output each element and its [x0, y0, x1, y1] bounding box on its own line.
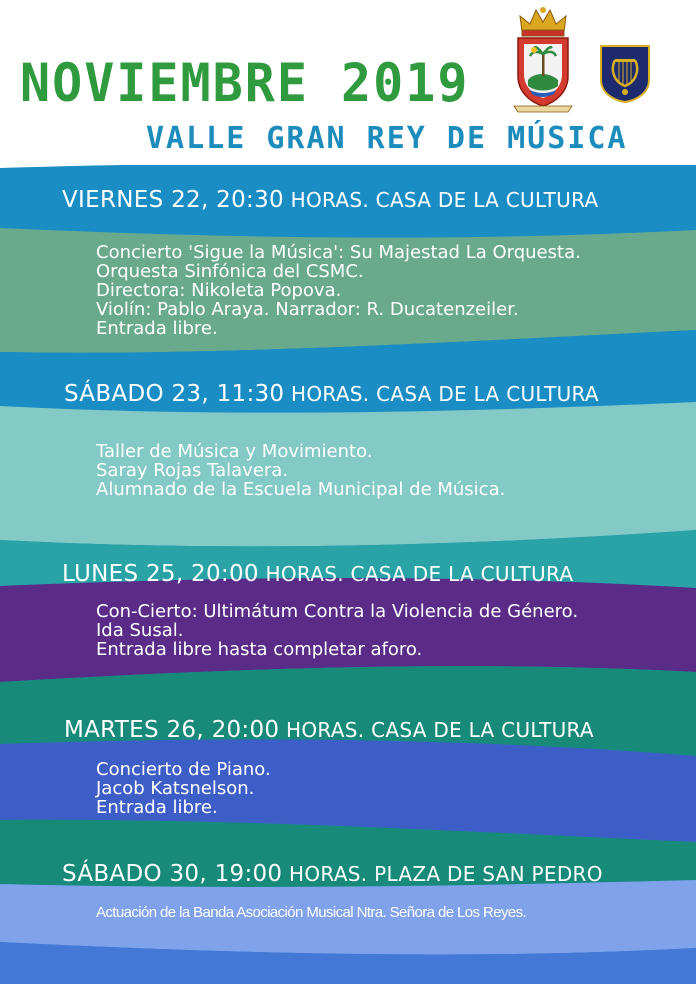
event-5-date: SÁBADO 30, 19:00 [62, 861, 283, 887]
event-1-place: HORAS. CASA DE LA CULTURA [290, 188, 599, 212]
event-3-heading [62, 561, 573, 587]
lyre-band-emblem-icon [598, 40, 652, 104]
event-1-line: Violín: Pablo Araya. Narrador: R. Ducatenzeiler. [96, 299, 519, 320]
poster-subtitle: VALLE GRAN REY DE MÚSICA [146, 121, 628, 156]
poster-header [0, 0, 696, 165]
poster-title: NOVIEMBRE 2019 [20, 52, 470, 114]
event-4-line: Concierto de Piano. [96, 759, 271, 780]
event-5-heading [62, 861, 603, 887]
event-4-place: HORAS. CASA DE LA CULTURA [286, 718, 594, 742]
event-4-line: Entrada libre. [96, 797, 218, 818]
event-5-place: HORAS. PLAZA DE SAN PEDRO [289, 862, 603, 886]
event-5-line: Actuación de la Banda Asociación Musical Ntra. Señora de Los Reyes. [96, 904, 527, 921]
event-2-place: HORAS. CASA DE LA CULTURA [291, 382, 599, 406]
event-3-details [96, 602, 578, 659]
event-2-date: SÁBADO 23, 11:30 [64, 381, 285, 407]
event-1-line: Directora: Nikoleta Popova. [96, 280, 342, 301]
event-1-heading [62, 187, 599, 213]
event-2-line: Alumnado de la Escuela Municipal de Música. [96, 479, 506, 500]
event-4-heading [64, 717, 594, 743]
event-3-line: Ida Susal. [96, 620, 184, 641]
municipal-coat-of-arms-icon [510, 6, 576, 114]
event-2-heading [64, 381, 599, 407]
event-2-details [96, 442, 505, 499]
event-1-date: VIERNES 22, 20:30 [62, 187, 284, 213]
event-3-line: Con-Cierto: Ultimátum Contra la Violencia de Género. [96, 601, 579, 622]
event-1-details [96, 243, 581, 338]
event-1-line: Concierto 'Sigue la Música': Su Majestad La Orquesta. [96, 242, 581, 263]
event-4-details [96, 760, 271, 817]
event-4-date: MARTES 26, 20:00 [64, 717, 280, 743]
event-4-line: Jacob Katsnelson. [96, 778, 255, 799]
event-3-line: Entrada libre hasta completar aforo. [96, 639, 423, 660]
event-2-line: Taller de Música y Movimiento. [96, 441, 373, 462]
event-3-date: LUNES 25, 20:00 [62, 561, 259, 587]
event-3-place: HORAS. CASA DE LA CULTURA [265, 562, 574, 586]
event-1-line: Entrada libre. [96, 318, 218, 339]
event-2-line: Saray Rojas Talavera. [96, 460, 289, 481]
event-5-details [96, 904, 526, 922]
event-1-line: Orquesta Sinfónica del CSMC. [96, 261, 364, 282]
